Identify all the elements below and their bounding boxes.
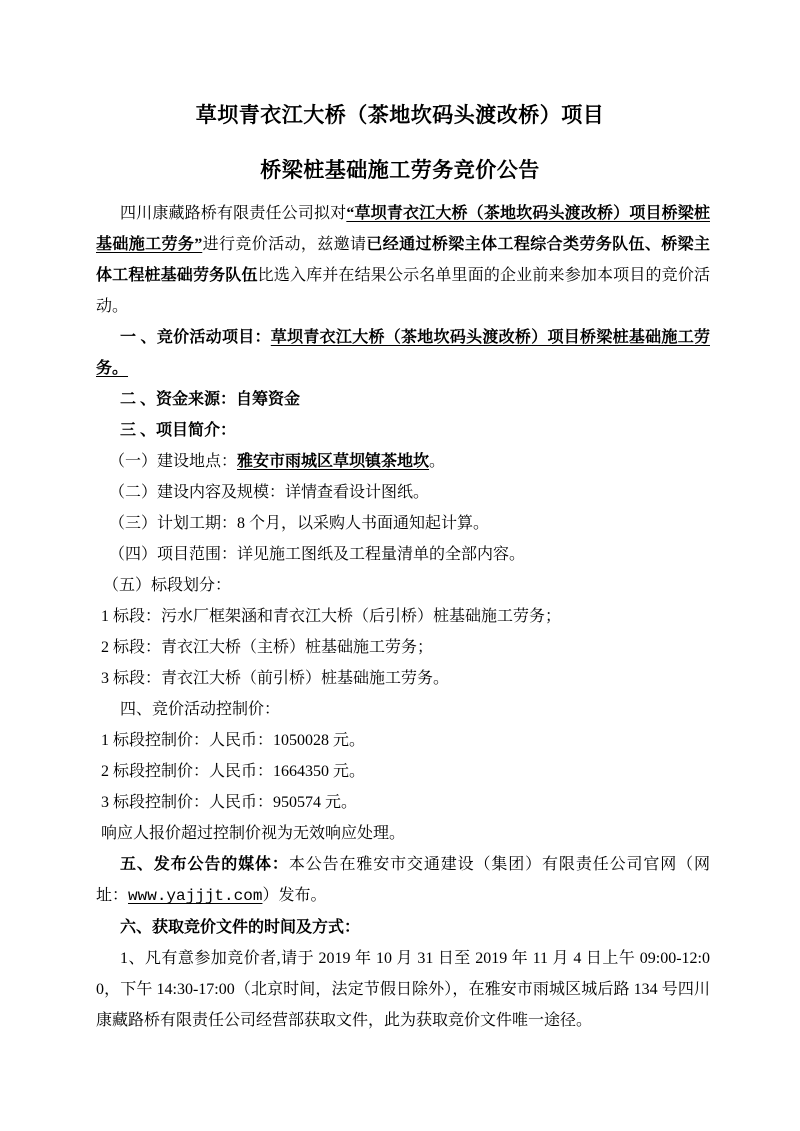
- section-5-label: 五、发布公告的媒体：: [120, 856, 289, 873]
- section-1-bidding-project: [96, 322, 710, 384]
- section-6-heading: 六、获取竞价文件的时间及方式：: [120, 919, 361, 936]
- intro-tail-text: 比选入库并在结果公示名单里面的企业前来参加本项目的竞价活动。: [96, 267, 710, 315]
- lot-1: 1 标段：污水厂框架涵和青衣江大桥（后引桥）桩基础施工劳务；: [101, 608, 562, 625]
- s3-item-location-tail: 。: [429, 453, 446, 470]
- section-2-funding-source: [96, 384, 710, 415]
- section-2-value: 自筹资金: [236, 391, 301, 408]
- doc-title-line2: 桥梁桩基础施工劳务竞价公告: [260, 158, 540, 182]
- section-5-text-after-url: ）发布。: [262, 887, 327, 904]
- document-title: [0, 88, 800, 198]
- s3-item-schedule: （三）计划工期：8 个月，以采购人书面通知起计算。: [109, 515, 490, 532]
- doc-title-line1: 草坝青衣江大桥（茶地坎码头渡改桥）项目: [195, 103, 605, 127]
- control-price-note: 响应人报价超过控制价视为无效响应处理。: [101, 825, 406, 842]
- document-body: [96, 198, 710, 1036]
- s3-item-range: （四）项目范围：详见施工图纸及工程量清单的全部内容。: [109, 546, 526, 563]
- section-1-value: 草坝青衣江大桥（茶地坎码头渡改桥）项目桥梁桩基础施工劳务。: [96, 329, 710, 377]
- lot-2: 2 标段：青衣江大桥（主桥）桩基础施工劳务；: [101, 639, 434, 656]
- section-5-text-before-url: 本公告在雅安市交通建设（集团）有限责任公司官网（网址：: [96, 856, 710, 904]
- section-6-item-1: 1、凡有意参加竞价者,请于 2019 年 10 月 31 日至 2019 年 11 月 4 日上午 09:00-12:00，下午 14:30-17:00（北京时间，法定节假日除外），在雅安市雨城区城后路 134 号四川康藏路桥有限责任公司经营部获取文件，此为获取竞价文件唯一途径。: [96, 950, 710, 1029]
- control-price-lot-3: 3 标段控制价：人民币：950574 元。: [101, 794, 358, 811]
- s3-item-location-label: （一）建设地点：: [109, 453, 238, 470]
- lot-3: 3 标段：青衣江大桥（前引桥）桩基础施工劳务。: [101, 670, 450, 687]
- intro-project-name: “草坝青衣江大桥（茶地坎码头渡改桥）项目桥梁桩基础施工劳务”: [96, 205, 710, 253]
- section-3-heading: 三 、项目简介：: [120, 422, 237, 439]
- s3-item-location-value: 雅安市雨城区草坝镇茶地坎: [237, 453, 430, 470]
- s3-item-location: [96, 446, 710, 477]
- section-2-label: 二 、资金来源：: [120, 391, 237, 408]
- section-4-heading: 四、竞价活动控制价：: [120, 701, 281, 718]
- section-1-label: 一 、竞价活动项目：: [120, 329, 271, 346]
- s3-item-scope: （二）建设内容及规模：详情查看设计图纸。: [109, 484, 430, 501]
- control-price-lot-1: 1 标段控制价：人民币：1050028 元。: [101, 732, 366, 749]
- intro-qualified-teams: 已经通过桥梁主体工程综合类劳务队伍、桥梁主体工程桩基础劳务队伍: [96, 236, 710, 284]
- official-website-link[interactable]: www.yajjjt.com: [128, 887, 263, 905]
- s3-item-lot-division: （五）标段划分：: [103, 577, 232, 594]
- intro-lead-text: 四川康藏路桥有限责任公司拟对: [120, 205, 347, 222]
- intro-mid-text: 进行竞价活动，兹邀请: [202, 236, 367, 253]
- section-5-publish-media: [96, 849, 710, 912]
- intro-paragraph: [96, 198, 710, 322]
- control-price-lot-2: 2 标段控制价：人民币：1664350 元。: [101, 763, 366, 780]
